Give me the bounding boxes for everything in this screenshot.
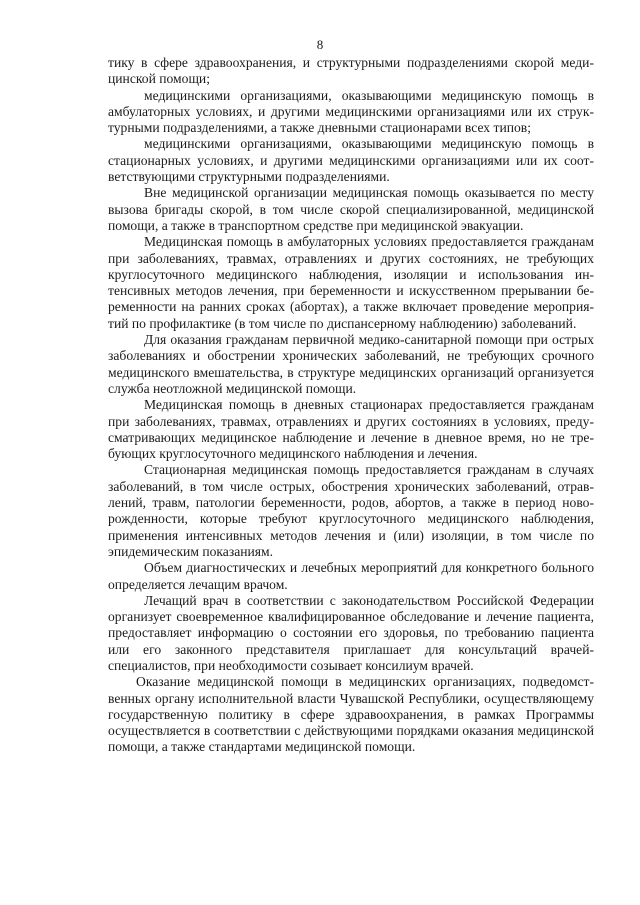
page-number: 8 (316, 37, 324, 52)
document-body (108, 55, 594, 756)
paragraph-9: Объем диагностических и лечебных мероприятий для конкретного больного определяется лечащим врачом. (108, 560, 594, 592)
paragraph-5: Медицинская помощь в амбулаторных условиях предоставляется гражданам при заболеваниях, травмах, отравлениях и других состояниях, не требующих круглосуточного медицинского наблюдения, изоляции и использования интенсивных методов лечения, при беременности и искусственном прерывании беременности на ранних сроках (абортах), а также включает проведение мероприятий по профилактике (в том числе по диспансерному наблюдению) заболеваний. (108, 234, 594, 331)
paragraph-1: тику в сфере здравоохранения, и структурными подразделениями скорой медицинской помощи; (108, 55, 594, 87)
paragraph-7: Медицинская помощь в дневных стационарах предоставляется гражданам при заболеваниях, травмах, отравлениях и других состояниях в условиях, предусматривающих медицинское наблюдение и лечение в дневное время, но не требующих круглосуточного медицинского наблюдения и лечения. (108, 397, 594, 462)
paragraph-10: Лечащий врач в соответствии с законодательством Российской Федерации организует своевременное квалифицированное обследование и лечение пациента, предоставляет информацию о состоянии его здоровья, по требованию пациента или его законного представителя приглашает для консультаций врачей-специалистов, при необходимости созывает консилиум врачей. (108, 592, 594, 673)
paragraph-6: Для оказания гражданам первичной медико-санитарной помощи при острых заболеваниях и обострении хронических заболеваний, не требующих срочного медицинского вмешательства, в структуре медицинских организаций организуется служба неотложной медицинской помощи. (108, 332, 594, 396)
paragraph-3: медицинскими организациями, оказывающими медицинскую помощь в стационарных условиях, и другими медицинскими организациями или их соответствующими структурными подразделениями. (108, 136, 594, 185)
paragraph-4: Вне медицинской организации медицинская помощь оказывается по месту вызова бригады скорой, в том числе скорой специализированной, медицинской помощи, а также в транспортном средстве при медицинской эвакуации. (108, 185, 594, 233)
paragraph-2: медицинскими организациями, оказывающими медицинскую помощь в амбулаторных условиях, и другими медицинскими организациями или их структурными подразделениями, а также дневными стационарами всех типов; (108, 87, 594, 136)
paragraph-8: Стационарная медицинская помощь предоставляется гражданам в случаях заболеваний, в том числе острых, обострения хронических заболеваний, отравлений, травм, патологии беременности, родов, абортов, а также в период новорожденности, которые требуют круглосуточного медицинского наблюдения, применения интенсивных методов лечения и (или) изоляции, в том числе по эпидемическим показаниям. (108, 462, 594, 559)
paragraph-11: Оказание медицинской помощи в медицинских организациях, подведомственных органу исполнительной власти Чувашской Республики, осуществляющему государственную политику в сфере здравоохранения, в рамках Программы осуществляется в соответствии с действующими порядками оказания медицинской помощи, а также стандартами медицинской помощи. (108, 674, 594, 755)
